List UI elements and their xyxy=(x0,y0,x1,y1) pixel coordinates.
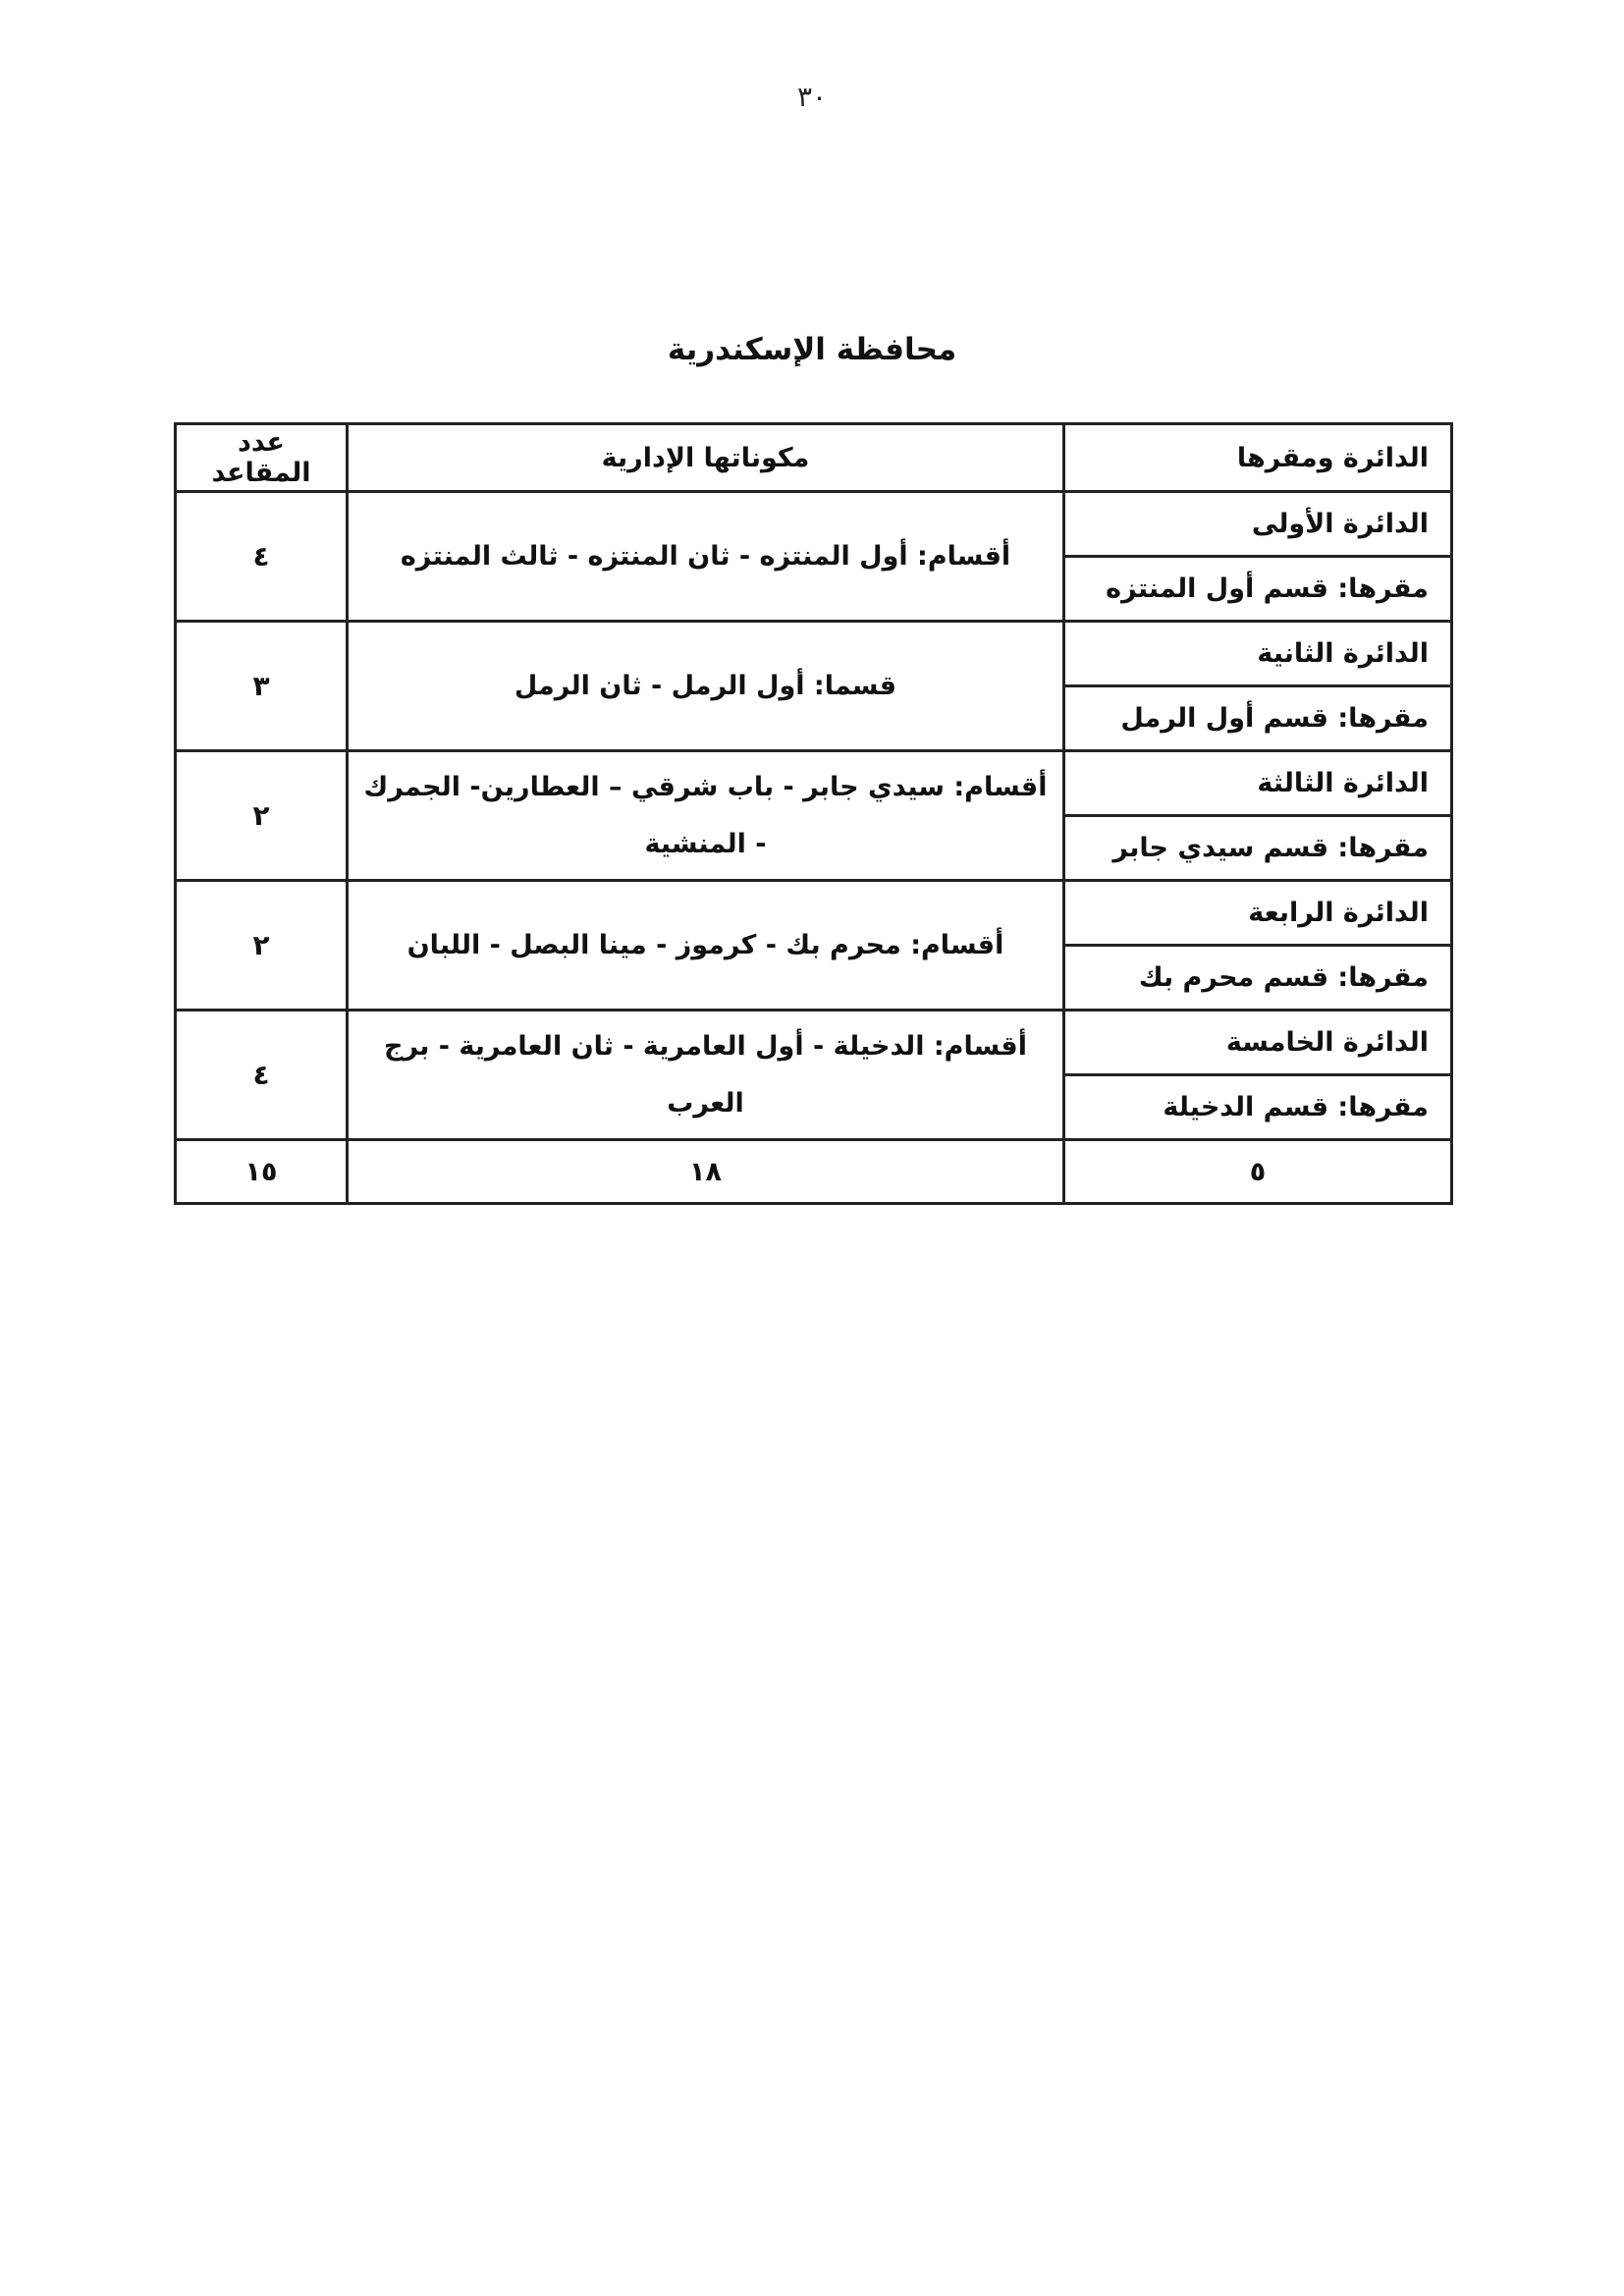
table-row xyxy=(176,492,1452,557)
district-components: أقسام: سيدي جابر - باب شرقي – العطارين- الجمرك - المنشية xyxy=(348,751,1064,881)
district-components: أقسام: محرم بك - كرموز - مينا البصل - اللبان xyxy=(348,881,1064,1011)
districts-table-container xyxy=(174,422,1450,1205)
district-name: الدائرة الثانية xyxy=(1064,622,1452,686)
district-seats: ٣ xyxy=(176,622,348,751)
table-row xyxy=(176,1011,1452,1075)
district-seats: ٤ xyxy=(176,1011,348,1140)
district-seat: مقرها: قسم أول الرمل xyxy=(1064,686,1452,751)
district-seat: مقرها: قسم سيدي جابر xyxy=(1064,816,1452,881)
districts-table xyxy=(174,422,1453,1205)
page-number: ٣٠ xyxy=(796,81,828,113)
district-seat: مقرها: قسم أول المنتزه xyxy=(1064,557,1452,622)
table-row xyxy=(176,622,1452,686)
district-seats: ٢ xyxy=(176,751,348,881)
document-title: محافظة الإسكندرية xyxy=(667,332,957,367)
header-district: الدائرة ومقرها xyxy=(1064,424,1452,492)
header-components: مكوناتها الإدارية xyxy=(348,424,1064,492)
district-name: الدائرة الأولى xyxy=(1064,492,1452,557)
total-components: ١٨ xyxy=(348,1140,1064,1204)
district-components: أقسام: الدخيلة - أول العامرية - ثان العامرية - برج العرب xyxy=(348,1011,1064,1140)
table-row xyxy=(176,881,1452,946)
district-components: قسما: أول الرمل - ثان الرمل xyxy=(348,622,1064,751)
district-seat: مقرها: قسم الدخيلة xyxy=(1064,1075,1452,1140)
district-components: أقسام: أول المنتزه - ثان المنتزه - ثالث المنتزه xyxy=(348,492,1064,622)
district-name: الدائرة الرابعة xyxy=(1064,881,1452,946)
table-row xyxy=(176,751,1452,816)
totals-row xyxy=(176,1140,1452,1204)
district-name: الدائرة الثالثة xyxy=(1064,751,1452,816)
total-districts: ٥ xyxy=(1064,1140,1452,1204)
header-seats: عدد المقاعد xyxy=(176,424,348,492)
total-seats: ١٥ xyxy=(176,1140,348,1204)
table-header-row xyxy=(176,424,1452,492)
district-seats: ٤ xyxy=(176,492,348,622)
district-name: الدائرة الخامسة xyxy=(1064,1011,1452,1075)
district-seats: ٢ xyxy=(176,881,348,1011)
district-seat: مقرها: قسم محرم بك xyxy=(1064,946,1452,1011)
